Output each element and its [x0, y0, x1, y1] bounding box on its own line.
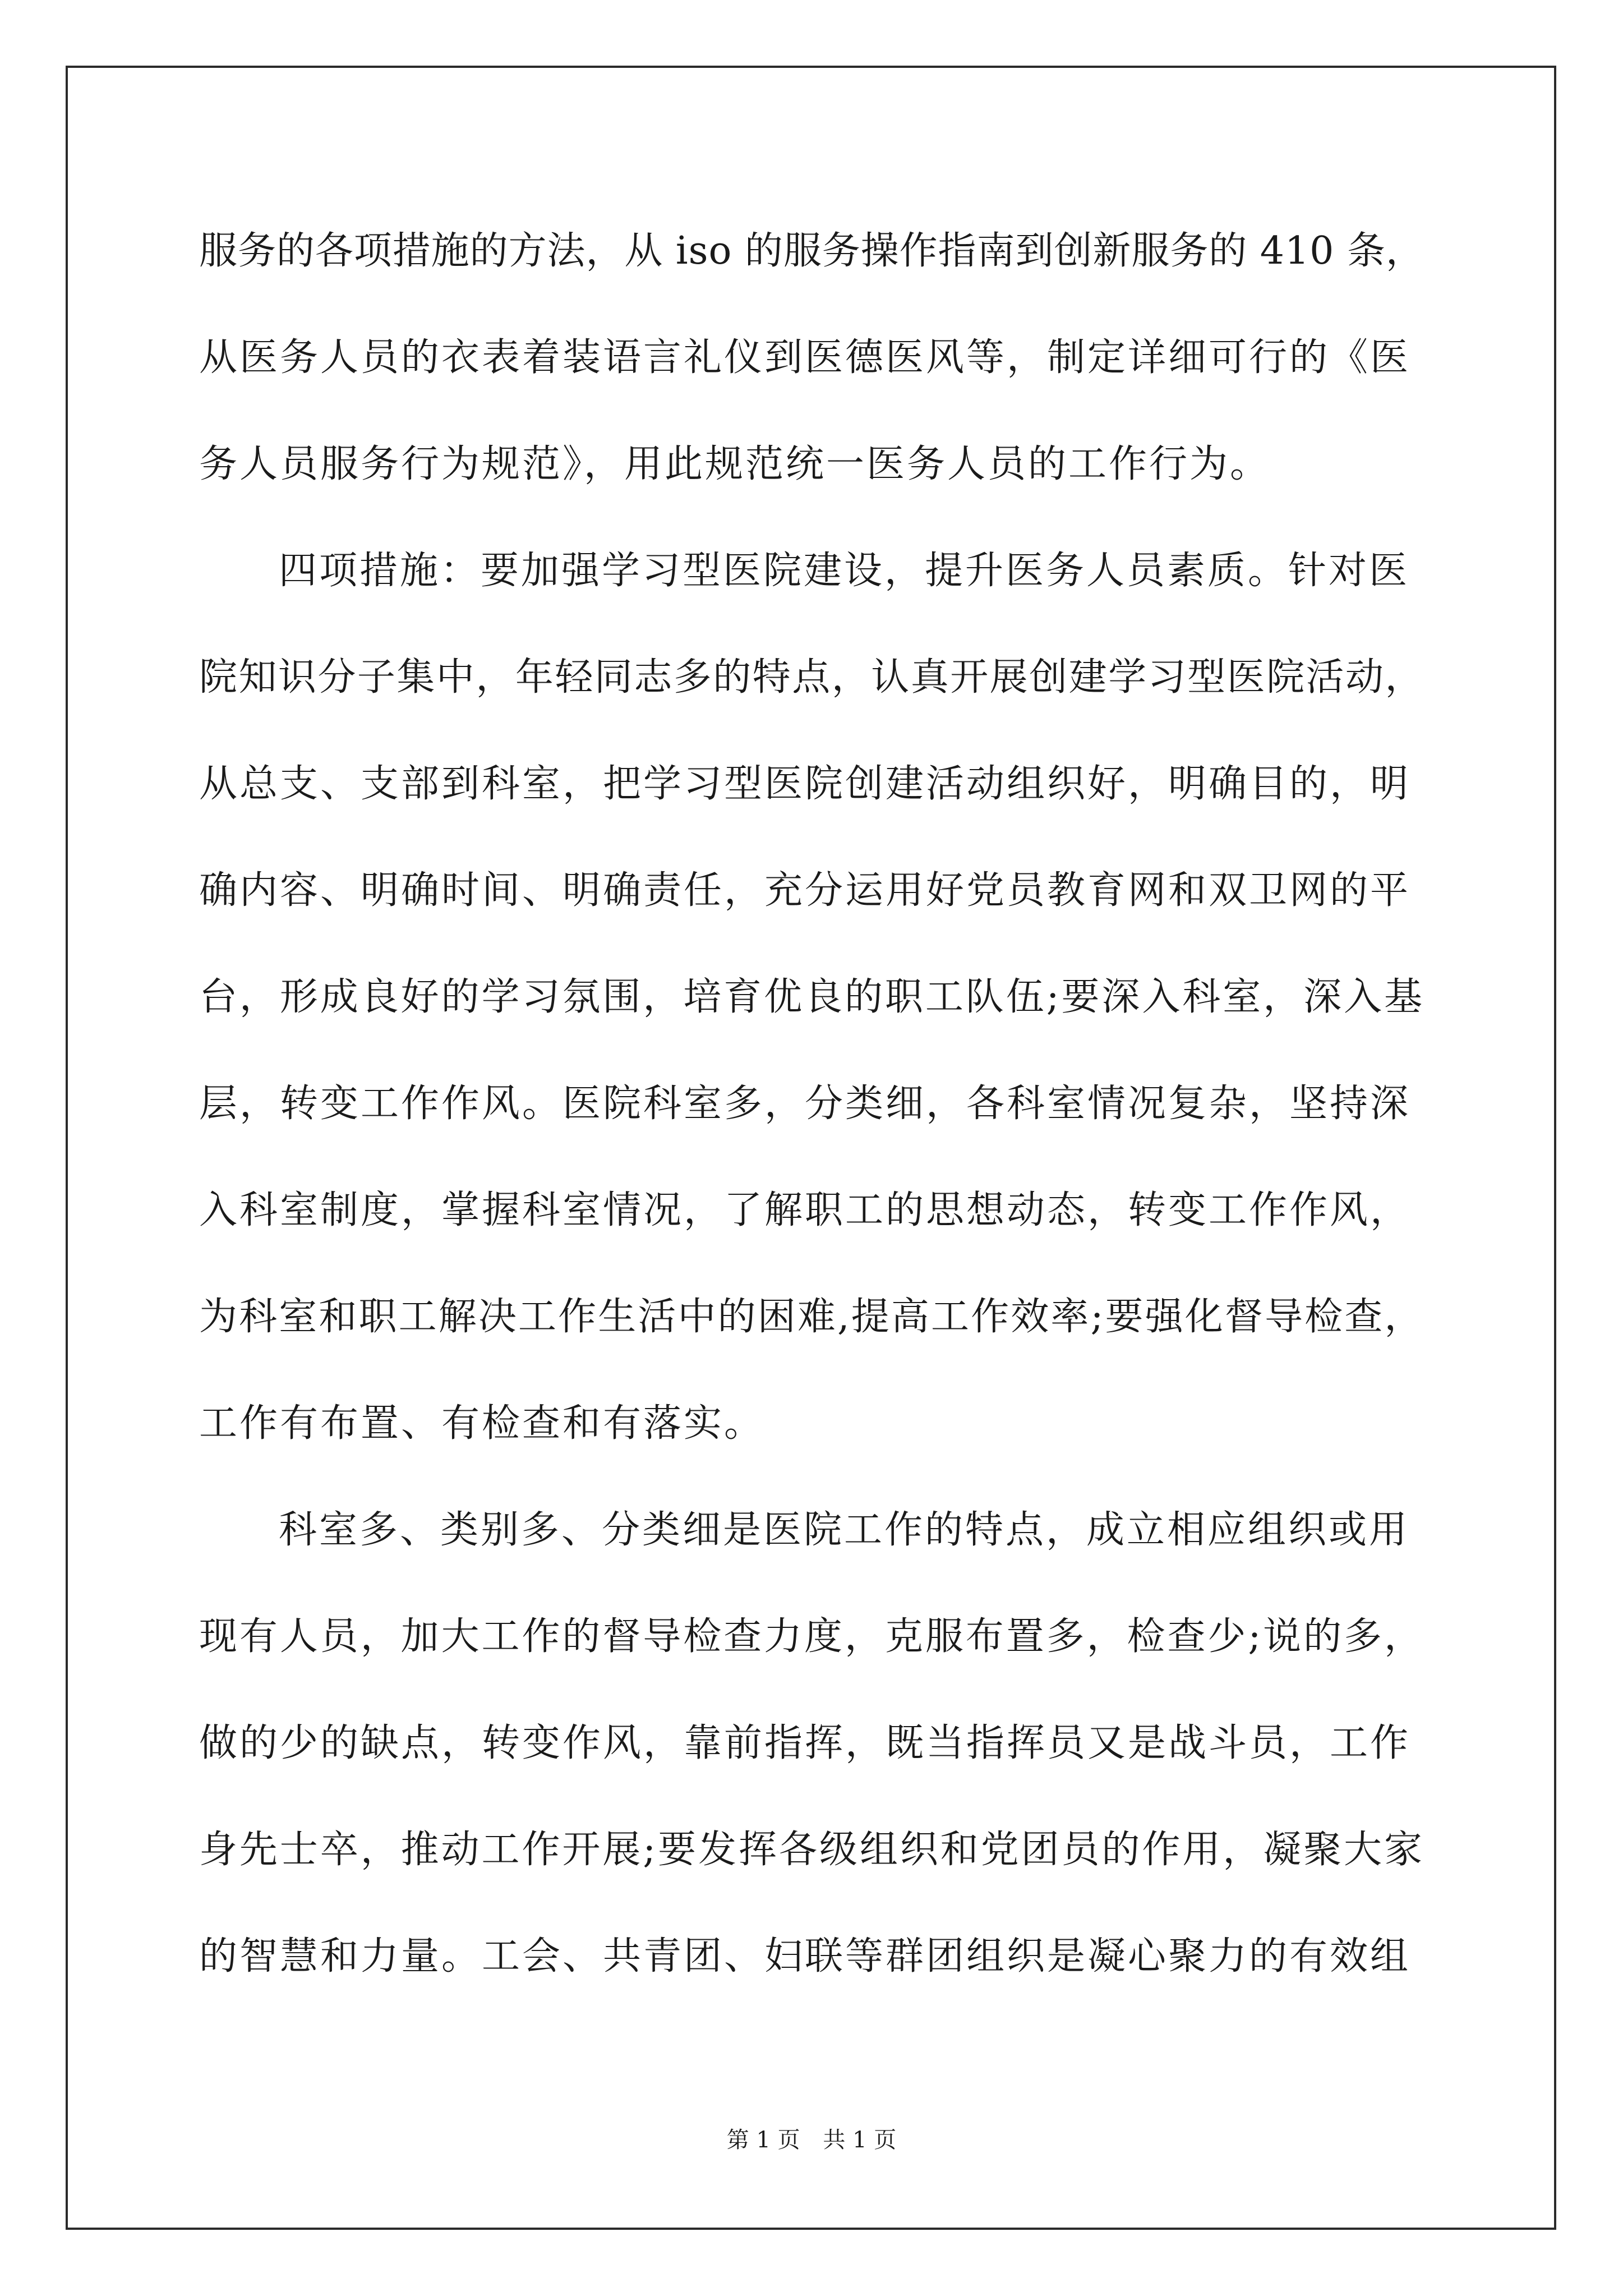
text-line: 层，转变工作作风。医院科室多，分类细，各科室情况复杂，坚持深 [199, 1082, 1411, 1126]
text-line: 确内容、明确时间、明确责任，充分运用好党员教育网和双卫网的平 [199, 868, 1411, 913]
paragraph-start-line: 四项措施：要加强学习型医院建设，提升医务人员素质。针对医 [279, 549, 1410, 593]
paragraph-start-line: 科室多、类别多、分类细是医院工作的特点，成立相应组织或用 [279, 1508, 1410, 1552]
text-line: 从总支、支部到科室，把学习型医院创建活动组织好，明确目的，明 [199, 762, 1411, 806]
text-line: 务人员服务行为规范》，用此规范统一医务人员的工作行为。 [199, 442, 1271, 486]
text-line: 入科室制度，掌握科室情况，了解职工的思想动态，转变工作作风， [199, 1188, 1411, 1232]
current-page-label: 第 1 页 [726, 2127, 800, 2153]
text-line: 为科室和职工解决工作生活中的困难,提高工作效率;要强化督导检查， [199, 1295, 1424, 1339]
total-pages-label: 共 1 页 [823, 2127, 897, 2153]
text-line: 工作有布置、有检查和有落实。 [199, 1401, 765, 1446]
page-border [66, 66, 1556, 2230]
text-line: 从医务人员的衣表着装语言礼仪到医德医风等，制定详细可行的《医 [199, 335, 1411, 380]
text-line: 身先士卒，推动工作开展;要发挥各级组织和党团员的作用，凝聚大家 [199, 1828, 1424, 1872]
text-line: 院知识分子集中，年轻同志多的特点，认真开展创建学习型医院活动， [199, 655, 1425, 700]
page-footer [0, 2129, 1623, 2151]
text-line: 台，形成良好的学习氛围，培育优良的职工队伍;要深入科室，深入基 [199, 975, 1424, 1019]
text-line: 现有人员，加大工作的督导检查力度，克服布置多，检查少;说的多， [199, 1614, 1424, 1659]
text-line: 做的少的缺点，转变作风，靠前指挥，既当指挥员又是战斗员，工作 [199, 1721, 1411, 1765]
text-line: 服务的各项措施的方法，从 iso 的服务操作指南到创新服务的 410 条， [199, 229, 1424, 273]
text-line: 的智慧和力量。工会、共青团、妇联等群团组织是凝心聚力的有效组 [199, 1934, 1411, 1978]
